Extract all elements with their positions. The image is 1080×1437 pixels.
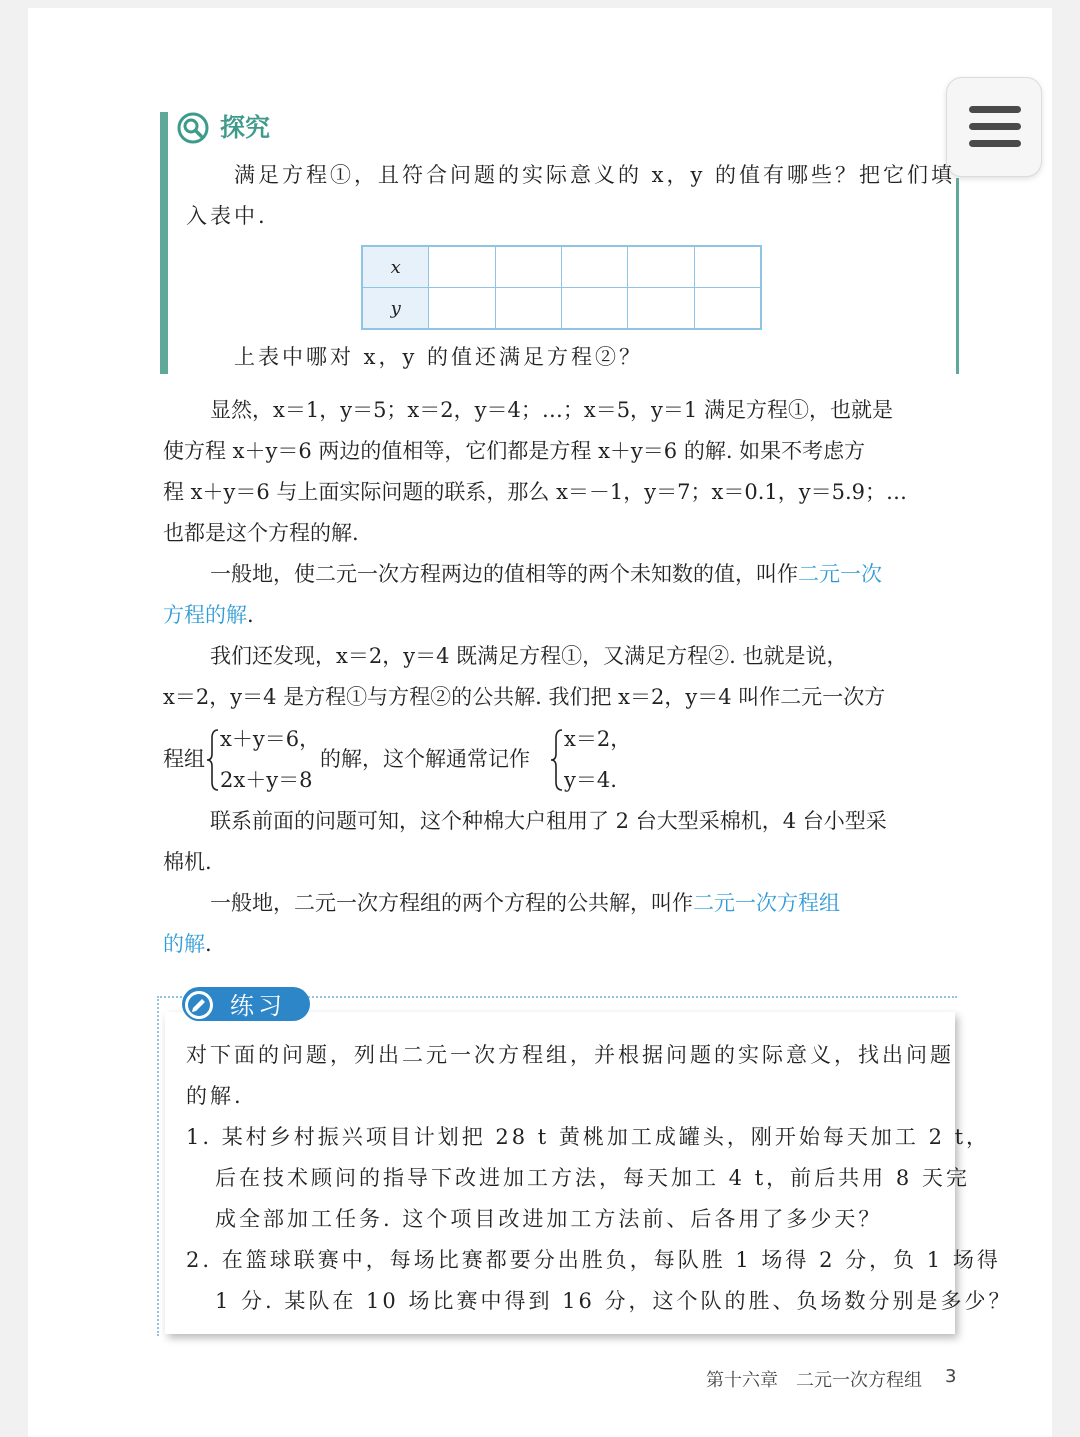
practice-question-2: 2. 在篮球联赛中，每场比赛都要分出胜负，每队胜 1 场得 2 分，负 1 场得	[186, 1248, 1001, 1272]
table-cell[interactable]	[562, 288, 628, 330]
explore-box-right-border	[956, 178, 959, 374]
body-line	[210, 559, 882, 589]
table-header-y: y	[362, 288, 429, 330]
table-cell[interactable]	[562, 246, 628, 288]
explore-question-line: 上表中哪对 x，y 的值还满足方程②？	[234, 345, 644, 369]
term-highlight: 二元一次方程组	[693, 891, 840, 915]
table-cell[interactable]	[429, 288, 495, 330]
table-cell[interactable]	[495, 246, 561, 288]
table-cell[interactable]	[628, 288, 694, 330]
table-cell[interactable]	[694, 246, 761, 288]
explore-question-line: 满足方程①，且符合问题的实际意义的 x，y 的值有哪些？把它们填	[234, 163, 956, 187]
table-row-y	[362, 288, 761, 330]
body-line: 的解，这个解通常记作	[320, 747, 530, 771]
table-cell[interactable]	[429, 246, 495, 288]
body-text: .	[205, 932, 212, 956]
chapter-footer: 第十六章 二元一次方程组	[706, 1370, 922, 1391]
body-line	[163, 600, 254, 630]
body-line: 程组	[163, 747, 205, 771]
practice-title: 练习	[230, 992, 286, 1020]
solution-equation-2: y＝4.	[564, 768, 617, 792]
term-highlight: 的解	[163, 932, 205, 956]
practice-line: 成全部加工任务. 这个项目改进加工方法前、后各用了多少天？	[215, 1207, 883, 1231]
practice-line: 对下面的问题，列出二元一次方程组，并根据问题的实际意义，找出问题	[186, 1043, 954, 1067]
body-line: 我们还发现，x＝2，y＝4 既满足方程①，又满足方程②. 也就是说，	[210, 644, 848, 668]
practice-line: 1 分. 某队在 10 场比赛中得到 16 分，这个队的胜、负场数分别是多少？	[215, 1289, 1013, 1313]
explore-question-line: 入表中.	[186, 204, 268, 228]
pencil-badge-icon	[182, 988, 216, 1022]
body-line: 显然，x＝1，y＝5；x＝2，y＝4；…；x＝5，y＝1 满足方程①，也就是	[210, 398, 893, 422]
practice-question-1: 1. 某村乡村振兴项目计划把 28 t 黄桃加工成罐头，刚开始每天加工 2 t，	[186, 1125, 991, 1149]
table-row-x	[362, 246, 761, 288]
term-highlight: 方程的解	[163, 603, 247, 627]
body-line: x＝2，y＝4 是方程①与方程②的公共解. 我们把 x＝2，y＝4 叫作二元一次方	[163, 685, 886, 709]
hamburger-menu-icon-bar	[969, 140, 1021, 147]
page-number: 3	[945, 1366, 957, 1387]
body-text: .	[247, 603, 254, 627]
table-cell[interactable]	[628, 246, 694, 288]
body-line: 也都是这个方程的解.	[163, 521, 359, 545]
left-brace-icon	[206, 728, 220, 792]
system-equation-1: x＋y＝6，	[220, 727, 321, 751]
solution-equation-1: x＝2，	[564, 727, 632, 751]
table-header-x: x	[362, 246, 429, 288]
xy-value-table	[361, 245, 762, 330]
body-text: 一般地，二元一次方程组的两个方程的公共解，叫作	[210, 891, 693, 915]
body-line: 程 x＋y＝6 与上面实际问题的联系，那么 x＝－1，y＝7；x＝0.1，y＝5.9；…	[163, 480, 908, 504]
body-line	[210, 888, 840, 918]
body-line: 联系前面的问题可知，这个种棉大户租用了 2 台大型采棉机，4 台小型采	[210, 809, 887, 833]
body-text: 一般地，使二元一次方程两边的值相等的两个未知数的值，叫作	[210, 562, 798, 586]
hamburger-menu-icon-bar	[969, 123, 1021, 130]
explore-box-left-border	[160, 112, 168, 374]
term-highlight: 二元一次	[798, 562, 882, 586]
body-line: 棉机.	[163, 850, 212, 874]
practice-line: 后在技术顾问的指导下改进加工方法，每天加工 4 t，前后共用 8 天完	[215, 1166, 970, 1190]
practice-line: 的解.	[186, 1084, 244, 1108]
table-cell[interactable]	[495, 288, 561, 330]
menu-button[interactable]	[946, 77, 1042, 177]
explore-title: 探究	[220, 113, 271, 142]
body-line: 使方程 x＋y＝6 两边的值相等，它们都是方程 x＋y＝6 的解. 如果不考虑方	[163, 439, 866, 463]
hamburger-menu-icon	[969, 106, 1021, 113]
system-equation-2: 2x＋y＝8	[220, 768, 313, 792]
table-cell[interactable]	[694, 288, 761, 330]
magnifier-icon	[177, 112, 209, 144]
left-brace-icon	[550, 728, 564, 792]
body-line	[163, 929, 212, 959]
